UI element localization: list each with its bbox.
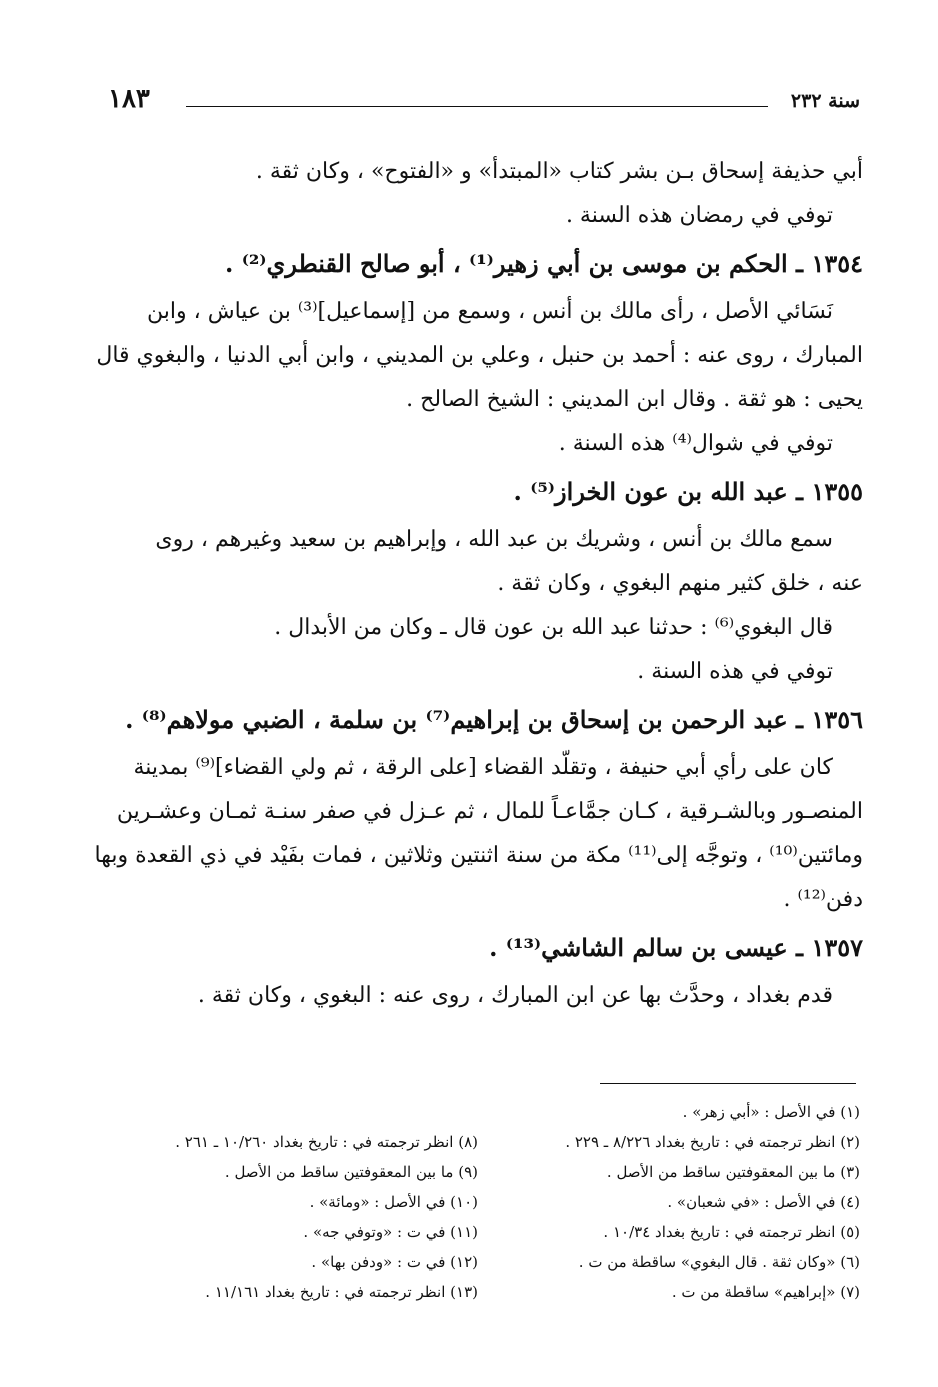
running-title: سنة ٢٣٢ — [790, 90, 860, 112]
header-rule — [186, 106, 768, 107]
text-line: ومائتين⁽¹⁰⁾ ، وتوجَّه إلى⁽¹¹⁾ مكة من سنة اثنتين وثلاثين ، فمات بفَيْد في ذي القعدة وبها — [94, 843, 863, 868]
entry-heading: ١٣٥٥ ـ عبد الله بن عون الخراز⁽⁵⁾ . — [513, 477, 863, 506]
footnote-separator — [600, 1083, 856, 1084]
text-line: يحيى : هو ثقة . وقال ابن المديني : الشيخ الصالح . — [406, 387, 863, 412]
text-line: نَسَائي الأصل ، رأى مالك بن أنس ، وسمع من [إسماعيل]⁽³⁾ بن عياش ، وابن — [147, 299, 833, 324]
footnote: (١) في الأصل : «أبي زهر» . — [682, 1103, 860, 1121]
text-line: سمع مالك بن أنس ، وشريك بن عبد الله ، وإبراهيم بن سعيد وغيرهم ، روى — [155, 527, 833, 552]
text-line: توفي في هذه السنة . — [637, 659, 833, 684]
text-line: المنصـور وبالشـرقية ، كـان جمَّاعـاً للمال ، ثم عـزل في صفر سنـة ثمـان وعشـرين — [116, 799, 863, 824]
text-line: كان على رأي أبي حنيفة ، وتقلّد القضاء [على الرقة ، ثم ولي القضاء]⁽⁹⁾ بمدينة — [133, 755, 833, 780]
footnote: (٦) «وكان ثقة . قال البغوي» ساقطة من ت . — [578, 1253, 860, 1271]
page-header — [108, 84, 860, 118]
footnote: (٥) انظر ترجمته في : تاريخ بغداد ١٠/٣٤ . — [603, 1223, 860, 1241]
footnote: (٢) انظر ترجمته في : تاريخ بغداد ٨/٢٢٦ ـ ٢٢٩ . — [565, 1133, 860, 1151]
text-line: توفي في رمضان هذه السنة . — [565, 203, 833, 228]
entry-heading: ١٣٥٦ ـ عبد الرحمن بن إسحاق بن إبراهيم⁽⁷⁾ بن سلمة ، الضبي مولاهم⁽⁸⁾ . — [125, 705, 863, 734]
footnote: (١٠) في الأصل : «ومائة» . — [309, 1193, 478, 1211]
main-text — [94, 150, 863, 1018]
text-line: قال البغوي⁽⁶⁾ : حدثنا عبد الله بن عون قال ـ وكان من الأبدال . — [274, 615, 833, 640]
text-line: عنه ، خلق كثير منهم البغوي ، وكان ثقة . — [497, 571, 863, 596]
footnote: (٣) ما بين المعقوفتين ساقط من الأصل . — [606, 1163, 860, 1181]
footnotes-right-column — [482, 1097, 860, 1307]
footnote: (١١) في ت : «وتوفي جه» . — [303, 1223, 478, 1241]
text-line: المبارك ، روى عنه : أحمد بن حنبل ، وعلي بن المديني ، وابن أبي الدنيا ، والبغوي قال — [96, 343, 863, 368]
text-line: قدم بغداد ، وحدَّث بها عن ابن المبارك ، روى عنه : البغوي ، وكان ثقة . — [197, 983, 833, 1008]
entry-heading: ١٣٥٧ ـ عيسى بن سالم الشاشي⁽¹³⁾ . — [489, 933, 863, 962]
text-line: توفي في شوال⁽⁴⁾ هذه السنة . — [558, 431, 833, 456]
footnote: (١٢) في ت : «ودفن بها» . — [311, 1253, 478, 1271]
footnotes-left-column — [108, 1127, 478, 1307]
footnote: (١٣) انظر ترجمته في : تاريخ بغداد ١١/١٦١ . — [205, 1283, 478, 1301]
text-line: أبي حذيفة إسحاق بـن بشر كتاب «المبتدأ» و «الفتوح» ، وكان ثقة . — [255, 159, 863, 184]
footnotes — [108, 1097, 860, 1337]
entry-heading: ١٣٥٤ ـ الحكم بن موسى بن أبي زهير⁽¹⁾ ، أبو صالح القنطري⁽²⁾ . — [225, 249, 863, 278]
footnote: (٤) في الأصل : «في شعبان» . — [667, 1193, 860, 1211]
footnote: (٧) «إبراهيم» ساقطة من ت . — [671, 1283, 860, 1301]
page-number: ١٨٣ — [108, 84, 150, 114]
footnote: (٩) ما بين المعقوفتين ساقط من الأصل . — [224, 1163, 478, 1181]
footnote: (٨) انظر ترجمته في : تاريخ بغداد ١٠/٢٦٠ ـ ٢٦١ . — [175, 1133, 478, 1151]
text-line: دفن⁽¹²⁾ . — [783, 887, 863, 912]
